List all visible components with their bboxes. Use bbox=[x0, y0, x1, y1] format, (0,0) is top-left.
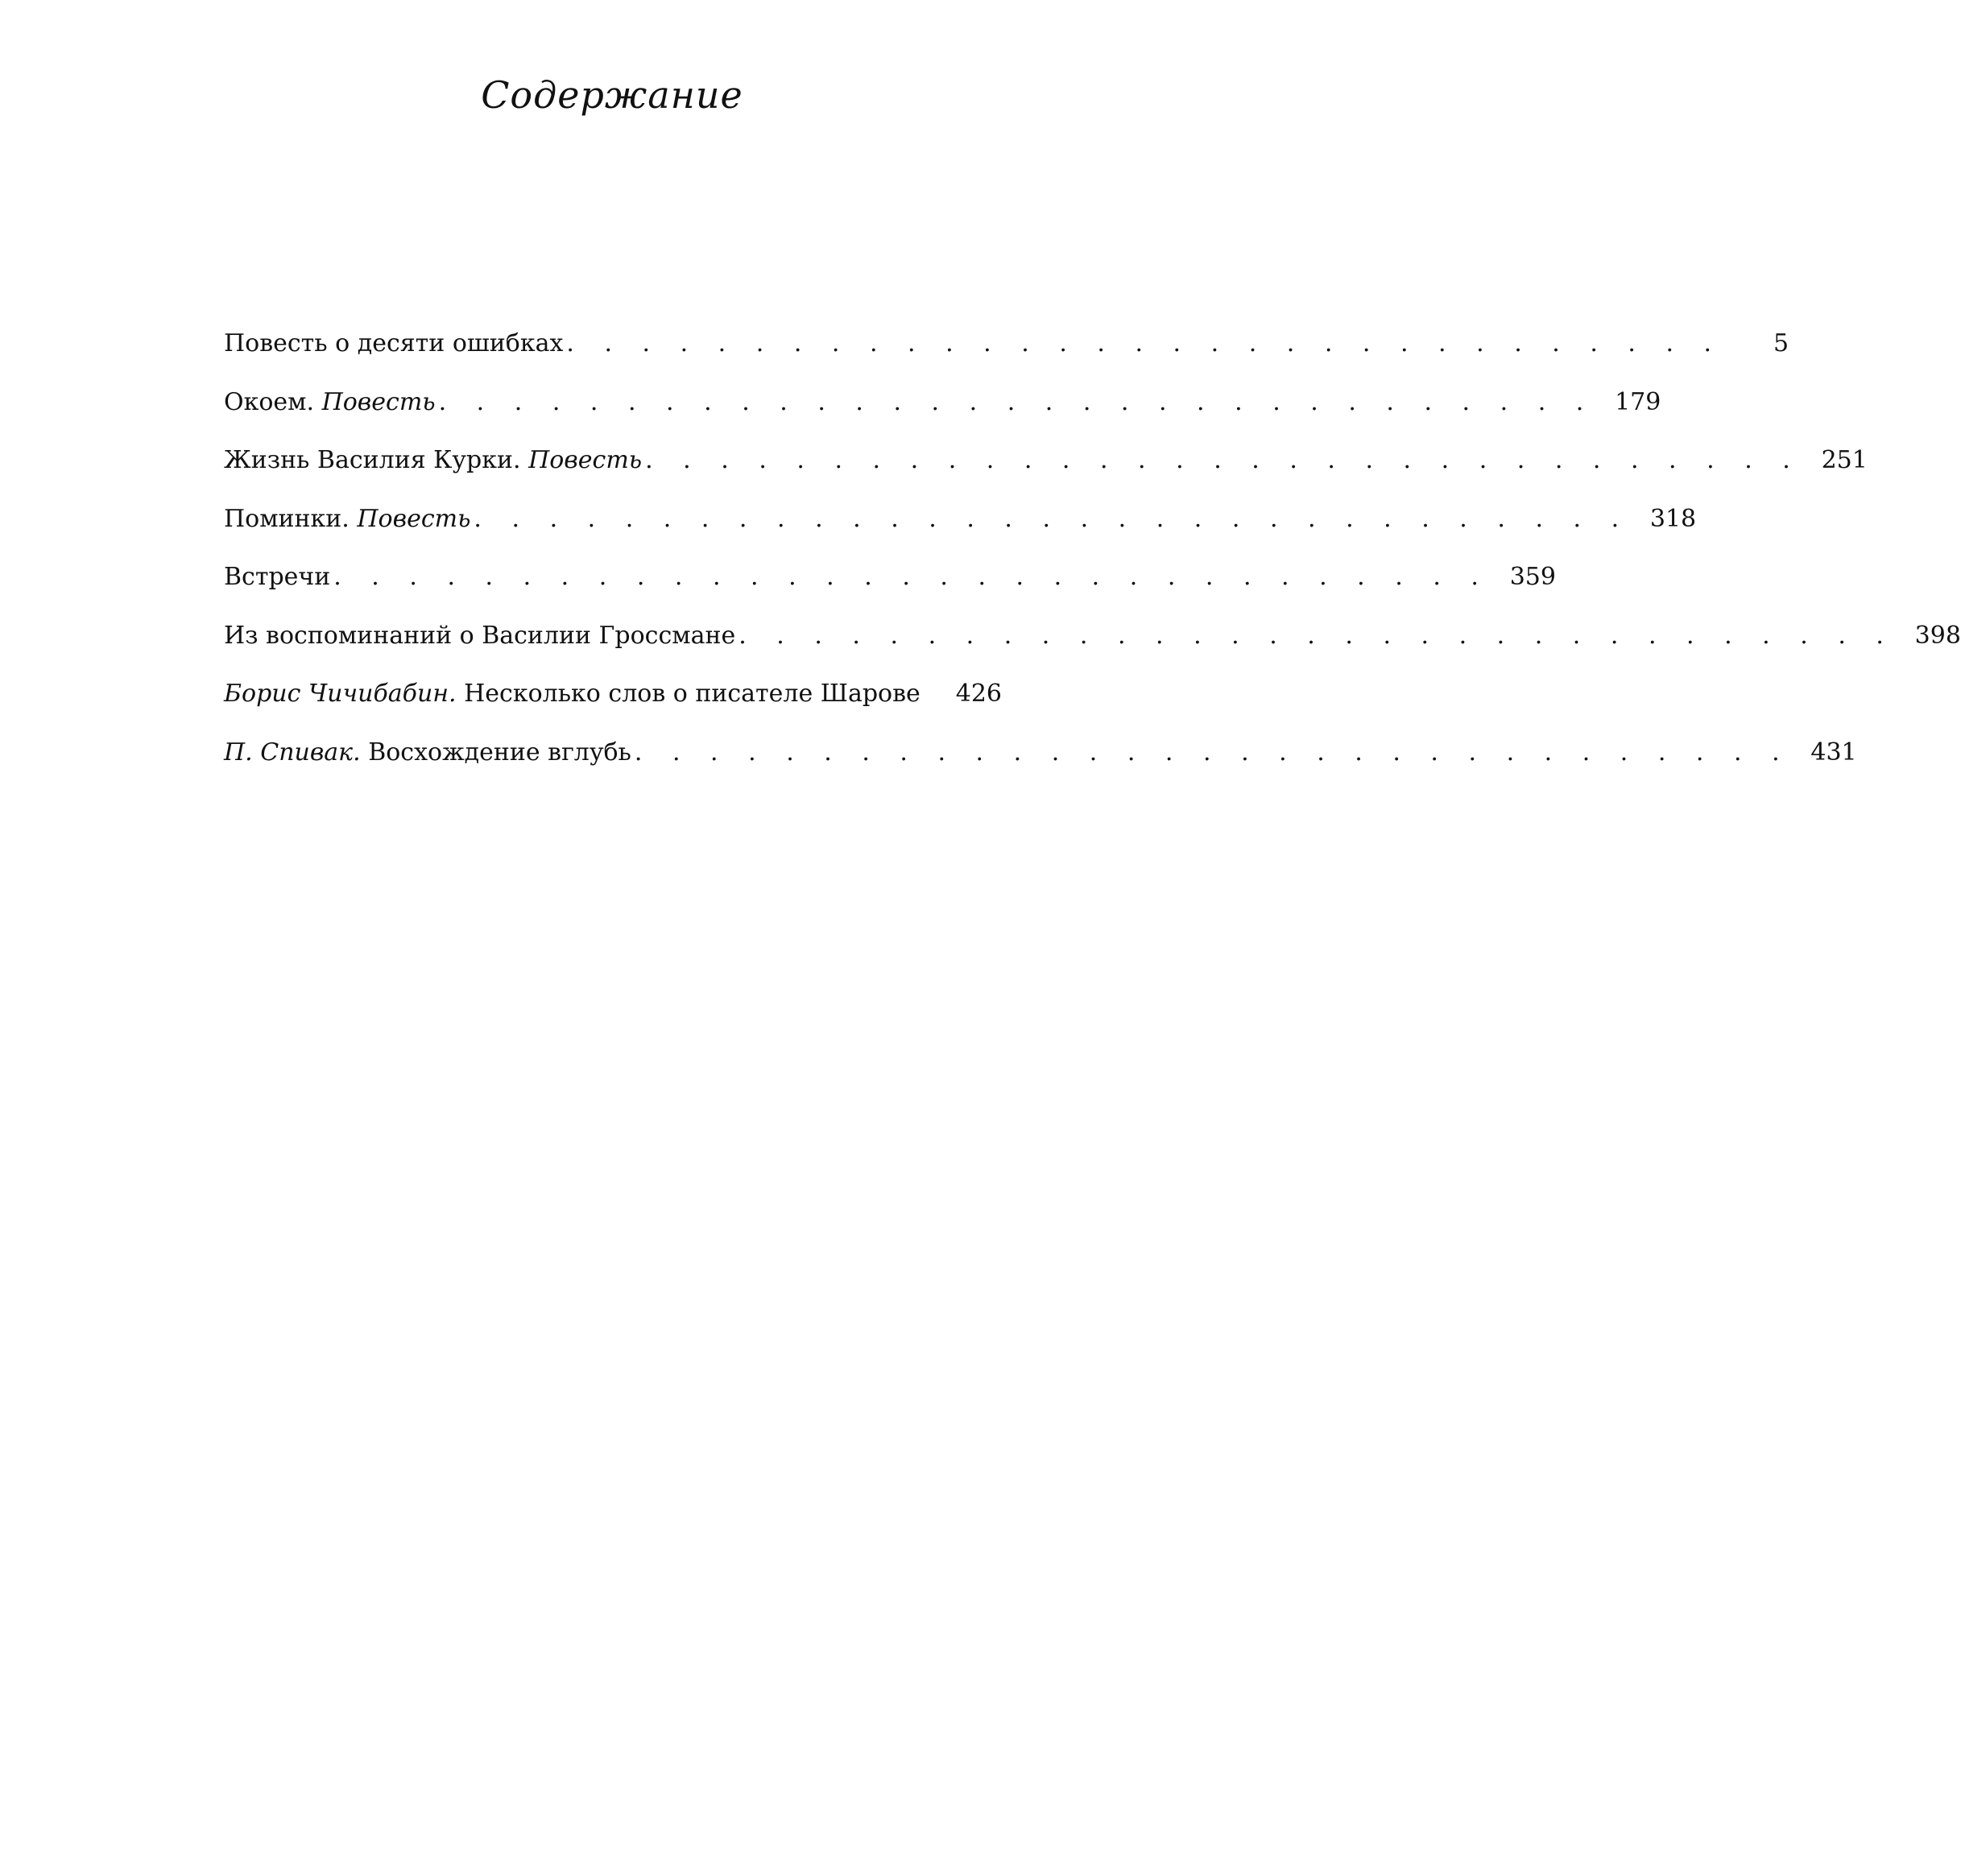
toc-entry bbox=[224, 324, 1789, 382]
page-number: 318 bbox=[1649, 504, 1697, 533]
entry-text bbox=[224, 440, 642, 481]
entry-title: Несколько слов о писателе Шарове bbox=[464, 680, 921, 708]
toc-entry bbox=[224, 733, 1857, 791]
entry-text bbox=[224, 733, 631, 773]
entry-subtitle: Повесть bbox=[528, 446, 643, 474]
page-number: 426 bbox=[955, 680, 1002, 708]
toc-entry bbox=[224, 499, 1697, 558]
entry-author: П. Спивак. bbox=[224, 738, 361, 767]
dot-leader: . . . . . . . . . . . . . . . . . . . . . . . . . . . . . . . bbox=[333, 563, 1490, 591]
dot-leader: . . . . . . . . . . . . . . . . . . . . . . . . . . . . . . . bbox=[738, 621, 1895, 650]
dot-leader: . . . . . . . . . . . . . . . . . . . . . . . . . . . . . . . bbox=[634, 738, 1791, 767]
page-number: 359 bbox=[1509, 563, 1556, 591]
page-number: 251 bbox=[1821, 446, 1868, 474]
entry-title: Жизнь Василия Курки. bbox=[224, 446, 521, 474]
entry-text bbox=[224, 557, 330, 597]
page-number: 398 bbox=[1914, 621, 1961, 650]
page-number: 431 bbox=[1810, 738, 1857, 767]
toc-entry bbox=[224, 440, 1868, 499]
toc-entry bbox=[224, 674, 1002, 733]
entry-title: Встречи bbox=[224, 563, 331, 591]
entry-subtitle: Повесть bbox=[321, 387, 436, 416]
toc-entry bbox=[224, 616, 1961, 675]
entry-title: Из воспоминаний о Василии Гроссмане bbox=[224, 621, 736, 650]
entry-title: Восхождение вглубь bbox=[368, 738, 631, 767]
dot-leader: . . . . . . . . . . . . . . . . . . . . . . . . . . . . . . . bbox=[474, 504, 1631, 533]
entry-title: Окоем. bbox=[224, 387, 315, 416]
entry-subtitle: Повесть bbox=[357, 504, 471, 533]
entry-text bbox=[224, 499, 470, 539]
entry-author: Борис Чичибабин. bbox=[224, 680, 457, 708]
entry-text bbox=[224, 616, 735, 656]
entry-text bbox=[224, 324, 563, 364]
entry-text bbox=[224, 674, 921, 714]
toc-entry bbox=[224, 382, 1661, 441]
dot-leader: . . . . . . . . . . . . . . . . . . . . . . . . . . . . . . . bbox=[645, 446, 1802, 474]
page-number: 5 bbox=[1773, 329, 1789, 357]
toc-entry bbox=[224, 557, 1556, 616]
entry-title: Поминки. bbox=[224, 504, 350, 533]
entry-title: Повесть о десяти ошибках bbox=[224, 329, 564, 357]
page-number: 179 bbox=[1615, 387, 1661, 416]
entry-text bbox=[224, 382, 436, 423]
dot-leader: . . . . . . . . . . . . . . . . . . . . . . . . . . . . . . . bbox=[438, 387, 1595, 416]
table-of-contents bbox=[224, 324, 1961, 791]
page-title: Содержание bbox=[481, 73, 743, 117]
dot-leader: . . . . . . . . . . . . . . . . . . . . . . . . . . . . . . . bbox=[566, 329, 1723, 357]
